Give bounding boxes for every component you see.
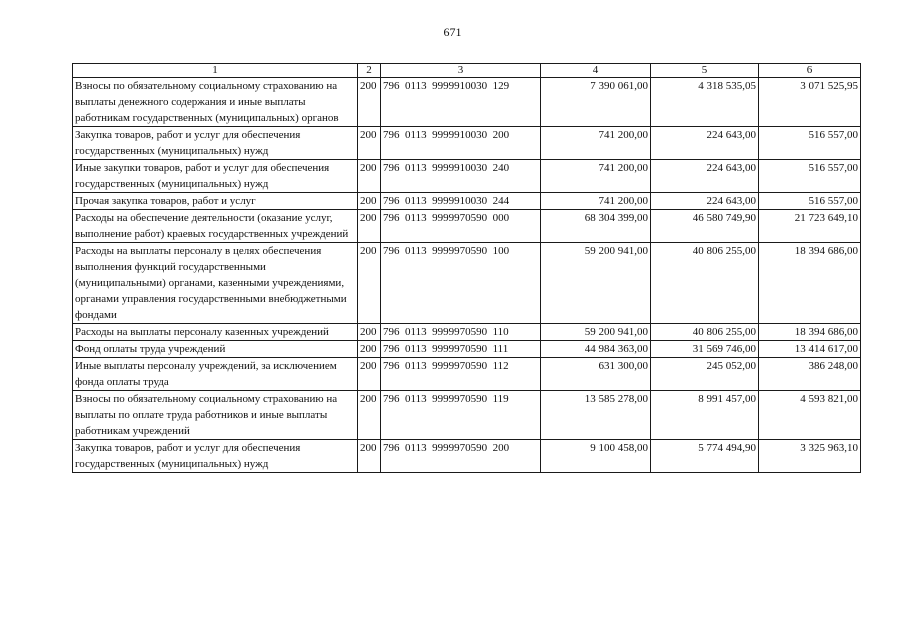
row-col6: 3 071 525,95 xyxy=(759,78,861,127)
table-row xyxy=(73,324,861,341)
row-col5: 31 569 746,00 xyxy=(651,341,759,358)
row-col5: 5 774 494,90 xyxy=(651,440,759,473)
row-col2: 200 xyxy=(358,243,381,324)
header-row xyxy=(73,64,861,78)
row-code: 796 0113 9999910030 200 xyxy=(381,127,541,160)
header-col-5: 5 xyxy=(651,64,759,78)
row-col2: 200 xyxy=(358,324,381,341)
row-code: 796 0113 9999970590 119 xyxy=(381,391,541,440)
row-description: Расходы на выплаты персоналу казенных учреждений xyxy=(73,324,358,341)
row-col5: 224 643,00 xyxy=(651,127,759,160)
row-description: Взносы по обязательному социальному страхованию на выплаты денежного содержания и иные выплаты работникам государственных (муниципальных) органов xyxy=(73,78,358,127)
table-row xyxy=(73,193,861,210)
row-col2: 200 xyxy=(358,210,381,243)
row-description: Иные выплаты персоналу учреждений, за исключением фонда оплаты труда xyxy=(73,358,358,391)
header-col-1: 1 xyxy=(73,64,358,78)
row-description: Закупка товаров, работ и услуг для обеспечения государственных (муниципальных) нужд xyxy=(73,127,358,160)
row-description: Взносы по обязательному социальному страхованию на выплаты по оплате труда работников и иные выплаты работникам учреждений xyxy=(73,391,358,440)
row-code: 796 0113 9999970590 200 xyxy=(381,440,541,473)
row-col5: 40 806 255,00 xyxy=(651,324,759,341)
row-col6: 21 723 649,10 xyxy=(759,210,861,243)
row-description: Закупка товаров, работ и услуг для обеспечения государственных (муниципальных) нужд xyxy=(73,440,358,473)
row-code: 796 0113 9999970590 111 xyxy=(381,341,541,358)
row-col4: 44 984 363,00 xyxy=(541,341,651,358)
table-row xyxy=(73,440,861,473)
row-col2: 200 xyxy=(358,127,381,160)
row-col2: 200 xyxy=(358,391,381,440)
row-description: Расходы на обеспечение деятельности (оказание услуг, выполнение работ) краевых государственных учреждений xyxy=(73,210,358,243)
page-number: 671 xyxy=(443,25,462,39)
row-col2: 200 xyxy=(358,193,381,210)
row-description: Прочая закупка товаров, работ и услуг xyxy=(73,193,358,210)
row-code: 796 0113 9999910030 240 xyxy=(381,160,541,193)
header-col-3: 3 xyxy=(381,64,541,78)
row-col5: 224 643,00 xyxy=(651,193,759,210)
table-row xyxy=(73,358,861,391)
table-row xyxy=(73,391,861,440)
row-col6: 516 557,00 xyxy=(759,193,861,210)
row-col4: 59 200 941,00 xyxy=(541,243,651,324)
row-col6: 4 593 821,00 xyxy=(759,391,861,440)
row-col5: 245 052,00 xyxy=(651,358,759,391)
row-col4: 13 585 278,00 xyxy=(541,391,651,440)
row-description: Фонд оплаты труда учреждений xyxy=(73,341,358,358)
table-row xyxy=(73,78,861,127)
row-col2: 200 xyxy=(358,341,381,358)
row-col4: 631 300,00 xyxy=(541,358,651,391)
row-col5: 46 580 749,90 xyxy=(651,210,759,243)
row-col5: 4 318 535,05 xyxy=(651,78,759,127)
row-col6: 18 394 686,00 xyxy=(759,243,861,324)
row-col4: 9 100 458,00 xyxy=(541,440,651,473)
row-col4: 741 200,00 xyxy=(541,193,651,210)
row-col6: 516 557,00 xyxy=(759,160,861,193)
header-col-4: 4 xyxy=(541,64,651,78)
row-col6: 386 248,00 xyxy=(759,358,861,391)
row-col5: 224 643,00 xyxy=(651,160,759,193)
budget-table xyxy=(72,63,861,473)
row-col5: 40 806 255,00 xyxy=(651,243,759,324)
row-col4: 68 304 399,00 xyxy=(541,210,651,243)
row-col4: 7 390 061,00 xyxy=(541,78,651,127)
table-row xyxy=(73,341,861,358)
row-col4: 741 200,00 xyxy=(541,127,651,160)
row-code: 796 0113 9999970590 000 xyxy=(381,210,541,243)
row-code: 796 0113 9999910030 129 xyxy=(381,78,541,127)
row-description: Иные закупки товаров, работ и услуг для обеспечения государственных (муниципальных) нужд xyxy=(73,160,358,193)
row-code: 796 0113 9999970590 110 xyxy=(381,324,541,341)
row-code: 796 0113 9999910030 244 xyxy=(381,193,541,210)
row-col6: 18 394 686,00 xyxy=(759,324,861,341)
header-col-6: 6 xyxy=(759,64,861,78)
row-col2: 200 xyxy=(358,78,381,127)
row-description: Расходы на выплаты персоналу в целях обеспечения выполнения функций государственными (муниципальными) органами, казенными учреждениями, органами управления государственными внебюджетными фондами xyxy=(73,243,358,324)
table-row xyxy=(73,243,861,324)
table-row xyxy=(73,210,861,243)
row-code: 796 0113 9999970590 112 xyxy=(381,358,541,391)
row-col6: 13 414 617,00 xyxy=(759,341,861,358)
row-col2: 200 xyxy=(358,440,381,473)
row-col6: 3 325 963,10 xyxy=(759,440,861,473)
table-row xyxy=(73,160,861,193)
row-col6: 516 557,00 xyxy=(759,127,861,160)
row-code: 796 0113 9999970590 100 xyxy=(381,243,541,324)
row-col4: 59 200 941,00 xyxy=(541,324,651,341)
row-col4: 741 200,00 xyxy=(541,160,651,193)
row-col5: 8 991 457,00 xyxy=(651,391,759,440)
table-row xyxy=(73,127,861,160)
row-col2: 200 xyxy=(358,358,381,391)
row-col2: 200 xyxy=(358,160,381,193)
header-col-2: 2 xyxy=(358,64,381,78)
